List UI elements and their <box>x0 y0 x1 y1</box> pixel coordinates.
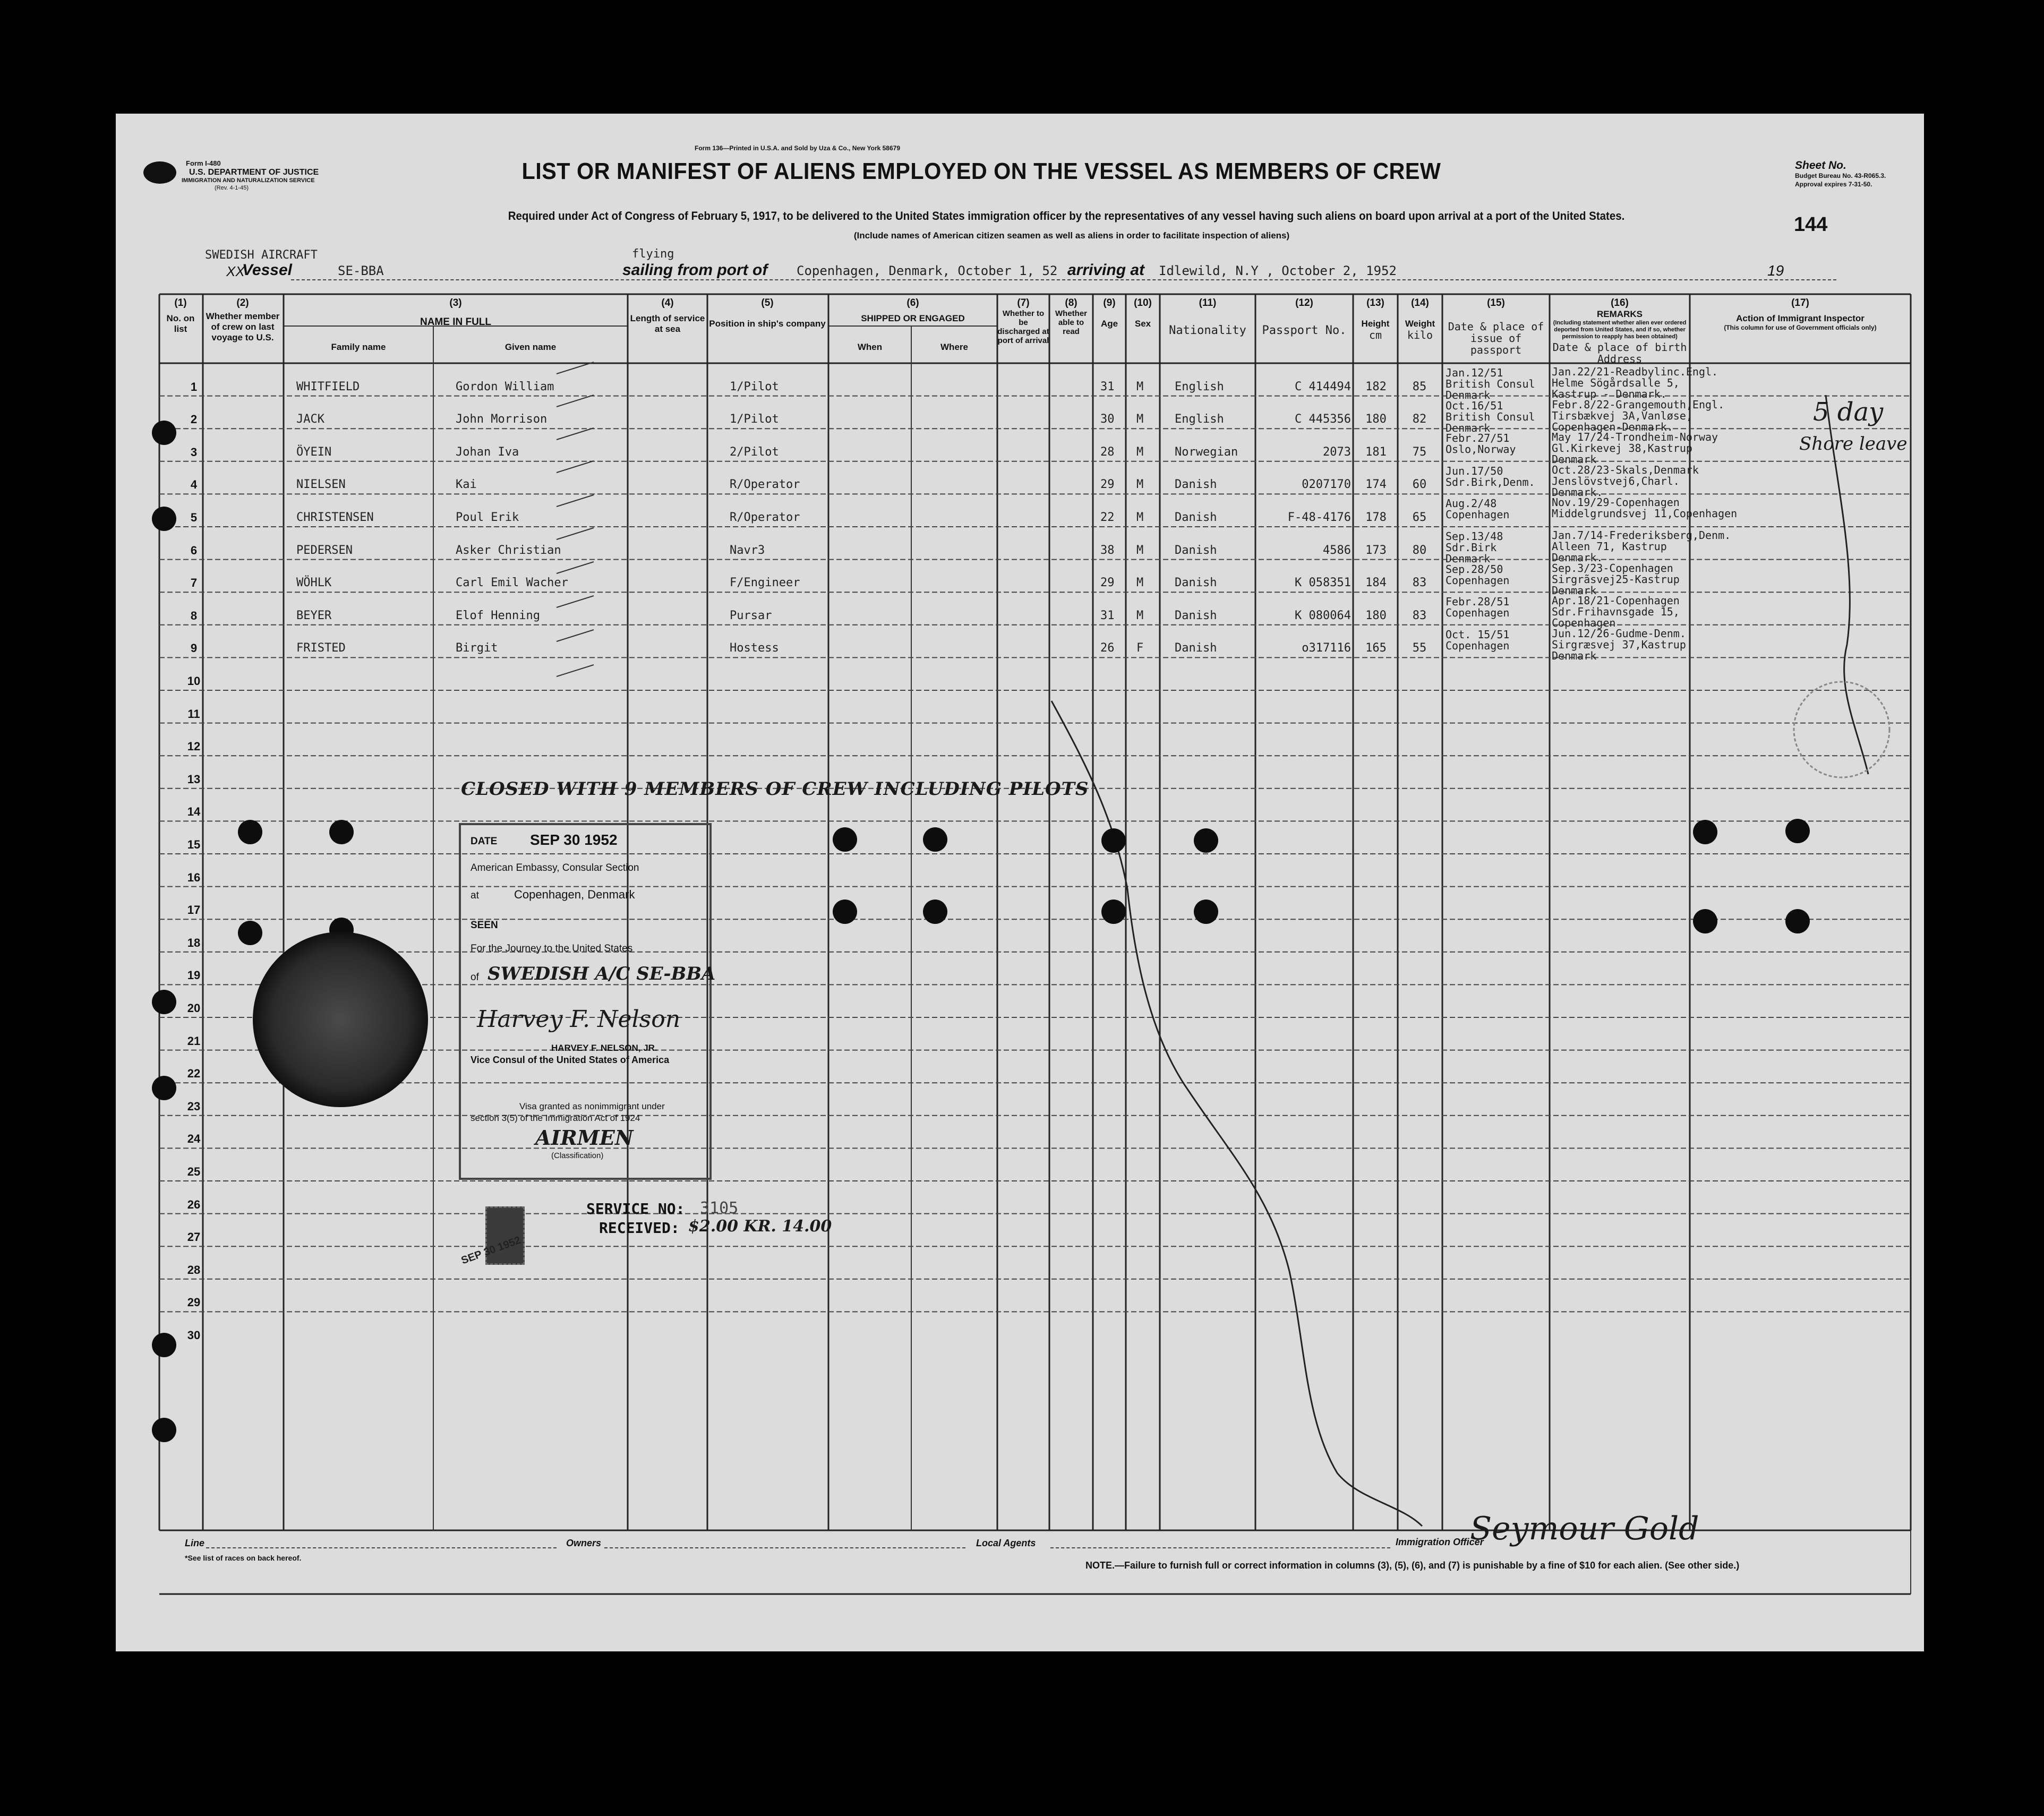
crew-nationality: Danish <box>1175 478 1217 492</box>
crew-issue-1: Sdr.Birk,Denm. <box>1446 475 1535 489</box>
row-number: 22 <box>187 1067 201 1081</box>
crew-height: 182 <box>1365 380 1387 393</box>
crew-height: 181 <box>1365 445 1387 459</box>
crew-family: WÖHLK <box>296 576 332 590</box>
crew-sex: M <box>1136 413 1144 426</box>
footer-line-label: Line <box>185 1538 205 1548</box>
crew-position: Navr3 <box>730 543 765 557</box>
crew-issue-1: British Consul <box>1446 378 1535 390</box>
crew-given: Carl Emil Wacher <box>456 576 568 590</box>
arriving-label: arriving at <box>1067 261 1145 279</box>
row-number: 9 <box>190 641 198 655</box>
crew-remarks-1: Sirgræsvej 37,Kastrup <box>1552 638 1686 651</box>
crew-remarks-0: Sep.3/23-Copenhagen <box>1552 561 1673 575</box>
budget-bureau: Budget Bureau No. 43-R065.3. <box>1795 172 1886 179</box>
row-number: 7 <box>190 576 198 590</box>
col-3-family-name: Family name <box>331 342 386 352</box>
crew-height: 178 <box>1365 511 1387 524</box>
row-number: 18 <box>187 936 201 949</box>
crew-family: NIELSEN <box>296 478 346 492</box>
crew-weight: 83 <box>1412 576 1427 590</box>
vessel-name: SE-BBA <box>338 263 384 278</box>
col-14-header: (14) Weight kilo <box>1405 297 1435 341</box>
crew-passport: C 445356 <box>1295 413 1351 426</box>
row-number: 3 <box>190 445 198 459</box>
crew-remarks-0: Jun.12/26-Gudme-Denm. <box>1552 627 1686 640</box>
footer-line-rule <box>206 1547 557 1548</box>
crew-height: 184 <box>1365 576 1387 590</box>
flying-label: flying <box>632 247 674 261</box>
stamp-date: SEP 30 1952 <box>530 832 618 848</box>
crew-remarks-0: May 17/24-Trondheim-Norway <box>1552 431 1718 444</box>
closed-note: CLOSED WITH 9 MEMBERS OF CREW INCLUDING PILOTS <box>461 778 1089 800</box>
consular-stamp <box>459 823 716 1180</box>
crew-position: 2/Pilot <box>730 445 779 459</box>
crew-remarks-1: Helme Sögårdsalle 5, <box>1552 376 1680 389</box>
form-title: LIST OR MANIFEST OF ALIENS EMPLOYED ON THE VESSEL AS MEMBERS OF CREW <box>521 158 1441 184</box>
crew-height: 180 <box>1365 609 1387 622</box>
crew-issue-1: Copenhagen <box>1446 573 1510 587</box>
punch-hole <box>923 900 947 924</box>
crew-issue-1: Copenhagen <box>1446 508 1510 521</box>
footer-agents-rule <box>1050 1547 1390 1548</box>
sailing-label: sailing from port of <box>622 261 768 279</box>
crew-issue-1: British Consul <box>1446 410 1535 423</box>
department: U.S. DEPARTMENT OF JUSTICE <box>189 168 319 177</box>
crew-position: R/Operator <box>730 478 800 492</box>
crew-passport: K 080064 <box>1295 609 1351 622</box>
vessel-prefix: XX <box>226 263 245 279</box>
stamp-classification-label: (Classification) <box>551 1151 604 1160</box>
col-15-header: (15) Date & place of issue of passport <box>1448 297 1544 356</box>
consular-seal <box>253 932 428 1107</box>
crew-given: Asker Christian <box>456 543 561 557</box>
crew-family: PEDERSEN <box>296 543 353 557</box>
row-number: 21 <box>187 1034 201 1048</box>
vessel-label: Vessel <box>242 261 292 279</box>
stamp-classification: AIRMEN <box>535 1126 634 1150</box>
col-6-where: Where <box>940 342 968 352</box>
col-3-given-name: Given name <box>504 342 557 352</box>
crew-age: 38 <box>1100 543 1115 557</box>
crew-family: WHITFIELD <box>296 380 360 393</box>
sheet-label: Sheet No. <box>1795 159 1846 172</box>
punch-hole <box>833 827 857 852</box>
crew-remarks-1: Middelgrundsvej 11,Copenhagen <box>1552 507 1738 520</box>
punch-hole <box>1101 828 1126 853</box>
crew-remarks-1: Tirsbækvej 3A,Vanløse, <box>1552 409 1692 422</box>
service-label: SERVICE NO: <box>586 1200 685 1218</box>
crew-passport: 4586 <box>1323 543 1351 557</box>
row-number: 20 <box>187 1001 201 1015</box>
stamp-date-label: DATE <box>471 836 498 847</box>
punch-hole <box>238 921 262 945</box>
crew-weight: 85 <box>1412 380 1427 393</box>
crew-weight: 83 <box>1412 609 1427 622</box>
faint-seal <box>1794 682 1889 777</box>
crew-weight: 82 <box>1412 413 1427 426</box>
crew-issue-1: Oslo,Norway <box>1446 443 1516 456</box>
crew-nationality: Danish <box>1175 576 1217 590</box>
stamp-title: Vice Consul of the United States of America <box>471 1055 670 1065</box>
officer-signature: Seymour Gold <box>1470 1510 1699 1547</box>
crew-remarks-2: Denmark. <box>1552 551 1603 564</box>
crew-sex: M <box>1136 445 1144 459</box>
row-number: 27 <box>187 1230 201 1244</box>
crew-issue-1: Copenhagen <box>1446 606 1510 620</box>
races-note: *See list of races on back hereof. <box>185 1554 302 1562</box>
arrival: Idlewild, N.Y , October 2, 1952 <box>1159 263 1397 278</box>
vessel-type: SWEDISH AIRCRAFT <box>205 249 318 262</box>
punch-hole <box>152 990 176 1014</box>
crew-passport: K 058351 <box>1295 576 1351 590</box>
stamp-signature: Harvey F. Nelson <box>477 1006 681 1033</box>
punch-hole <box>152 1076 176 1100</box>
row-number: 25 <box>187 1165 201 1178</box>
row-number: 16 <box>187 870 201 884</box>
punch-hole <box>152 421 176 445</box>
crew-nationality: Norwegian <box>1175 445 1238 459</box>
inspector-note-2: Shore leave <box>1799 433 1908 455</box>
crew-family: CHRISTENSEN <box>296 511 374 524</box>
crew-issue-0: Sep.13/48 <box>1446 530 1503 543</box>
crew-weight: 60 <box>1412 478 1427 492</box>
punch-hole <box>1194 828 1218 853</box>
crew-issue-0: Sep.28/50 <box>1446 562 1503 576</box>
crew-remarks-1: Jenslövstvej6,Charl. <box>1552 474 1680 487</box>
crew-given: Poul Erik <box>456 511 519 524</box>
stamp-journey: For the Journey to the United States <box>471 943 633 954</box>
inspector-note-1: 5 day <box>1813 397 1884 427</box>
penalty-note: NOTE.—Failure to furnish full or correct information in columns (3), (5), (6), and (7) is punishable by a fine of $10 for each alien. (See other side.) <box>1085 1560 1740 1571</box>
crew-sex: M <box>1136 511 1144 524</box>
crew-height: 174 <box>1365 478 1387 492</box>
crew-passport: 2073 <box>1323 445 1351 459</box>
punch-hole <box>152 1418 176 1442</box>
crew-remarks-2: Kastrup - Denmark. <box>1552 388 1667 400</box>
approval: Approval expires 7-31-50. <box>1795 181 1872 188</box>
row-number: 12 <box>187 740 201 753</box>
crew-nationality: Danish <box>1175 511 1217 524</box>
crew-remarks-2: Denmark <box>1552 453 1597 466</box>
crew-sex: M <box>1136 576 1144 590</box>
crew-sex: M <box>1136 609 1144 622</box>
crew-age: 30 <box>1100 413 1115 426</box>
row-number: 1 <box>190 380 198 393</box>
crew-weight: 65 <box>1412 511 1427 524</box>
punch-hole <box>833 900 857 924</box>
row-number: 26 <box>187 1197 201 1211</box>
manifest-sheet <box>116 114 1924 1651</box>
col-1-header: (1) No. on list <box>166 297 195 334</box>
row-number: 2 <box>190 413 198 426</box>
crew-family: BEYER <box>296 609 332 622</box>
crew-sex: M <box>1136 543 1144 557</box>
col-9-header: (9) Age <box>1100 297 1118 329</box>
punch-hole <box>238 820 262 844</box>
crew-age: 22 <box>1100 511 1115 524</box>
crew-weight: 55 <box>1412 641 1427 655</box>
crew-age: 28 <box>1100 445 1115 459</box>
crew-position: R/Operator <box>730 511 800 524</box>
crew-family: JACK <box>296 413 324 426</box>
crew-position: 1/Pilot <box>730 413 779 426</box>
crew-issue-0: Oct. 15/51 <box>1446 628 1510 641</box>
col-13-header: (13) Height cm <box>1361 297 1390 341</box>
stamp-visa-1: Visa granted as nonimmigrant under <box>519 1101 665 1111</box>
crew-sex: M <box>1136 478 1144 492</box>
crew-remarks-1: Sdr.Frihavnsgade 15, <box>1552 605 1680 619</box>
row-number: 10 <box>187 674 201 688</box>
col-6-header: (6) SHIPPED OR ENGAGED <box>861 297 965 323</box>
row-number: 4 <box>190 478 198 492</box>
crew-remarks-0: Oct.28/23-Skals,Denmark <box>1552 463 1699 476</box>
stamp-city: Copenhagen, Denmark <box>514 888 635 901</box>
crew-remarks-2: Copenhagen-Denmark. <box>1552 420 1673 433</box>
departure: Copenhagen, Denmark, October 1, 52 <box>797 263 1058 278</box>
stamp-officer: HARVEY F. NELSON, JR. <box>551 1043 657 1053</box>
crew-given: Elof Henning <box>456 609 540 622</box>
crew-issue-0: Aug.2/48 <box>1446 497 1497 510</box>
form-id: Form I-480 <box>186 159 221 167</box>
col-6-when: When <box>857 342 883 352</box>
col-2-header: (2) Whether member of crew on last voyage to U.S. <box>206 297 280 342</box>
crew-issue-0: Febr.27/51 <box>1446 432 1510 445</box>
crew-passport: C 414494 <box>1295 380 1351 393</box>
crew-weight: 75 <box>1412 445 1427 459</box>
row-number: 11 <box>187 707 200 721</box>
row-number: 5 <box>190 511 198 524</box>
crew-position: 1/Pilot <box>730 380 779 393</box>
crew-age: 29 <box>1100 576 1115 590</box>
footer-officer-label: Immigration Officer <box>1396 1537 1484 1547</box>
service: IMMIGRATION AND NATURALIZATION SERVICE <box>182 177 315 184</box>
row-number: 15 <box>187 838 201 851</box>
crew-family: ÖYEIN <box>296 445 332 459</box>
received-label: RECEIVED: <box>599 1219 680 1237</box>
crew-position: F/Engineer <box>730 576 800 590</box>
crew-nationality: Danish <box>1175 641 1217 655</box>
crew-remarks-2: Denmark <box>1552 649 1597 662</box>
footer-owners-rule <box>604 1547 965 1548</box>
pen-stroke <box>1051 701 1422 1526</box>
col-7-header: (7) Whether to be discharged at port of arrival <box>997 297 1049 345</box>
row-number: 8 <box>190 609 198 622</box>
crew-age: 29 <box>1100 478 1115 492</box>
crew-age: 26 <box>1100 641 1115 655</box>
col-11-header: (11) Nationality <box>1169 297 1246 337</box>
row-number: 30 <box>187 1329 201 1342</box>
col-3-header: (3) NAME IN FULL <box>420 297 492 328</box>
form-subtitle: Required under Act of Congress of February 5, 1917, to be delivered to the United States immigration officer by the representatives of any vessel having such aliens on board upon arrival at a port of the United States. <box>508 209 1625 222</box>
crew-height: 165 <box>1365 641 1387 655</box>
crew-given: Birgit <box>456 641 498 655</box>
row-number: 6 <box>190 543 198 557</box>
crew-remarks-0: Febr.8/22-Grangemouth,Engl. <box>1552 398 1725 411</box>
row-number: 29 <box>187 1296 201 1309</box>
crew-remarks-0: Jan.7/14-Frederiksberg,Denm. <box>1552 529 1731 542</box>
crew-remarks-0: Apr.18/21-Copenhagen <box>1552 594 1680 607</box>
crew-remarks-1: Gl.Kirkevej 38,Kastrup <box>1552 442 1692 455</box>
crew-family: FRISTED <box>296 641 346 655</box>
crew-remarks-0: Nov.19/29-Copenhagen <box>1552 496 1680 509</box>
crew-passport: o317116 <box>1302 641 1351 655</box>
crew-remarks-0: Jan.22/21-Readbylinc.Engl. <box>1552 365 1718 378</box>
crew-height: 180 <box>1365 413 1387 426</box>
year-suffix: 19 <box>1767 262 1784 279</box>
crew-given: Johan Iva <box>456 445 519 459</box>
stamp-seen: SEEN <box>471 920 498 931</box>
footer-owners-label: Owners <box>566 1538 602 1548</box>
crew-issue-2: Denmark <box>1446 552 1491 565</box>
punch-hole <box>1693 909 1717 933</box>
crew-remarks-1: Alleen 71, Kastrup <box>1552 540 1667 553</box>
crew-given: Kai <box>456 478 477 492</box>
stamp-vessel: SWEDISH A/C SE-BBA <box>488 963 716 984</box>
crew-issue-0: Febr.28/51 <box>1446 595 1510 609</box>
punch-hole <box>329 820 354 844</box>
crew-passport: F-48-4176 <box>1287 511 1351 524</box>
received-amount: $2.00 KR. 14.00 <box>688 1217 832 1236</box>
crew-nationality: Danish <box>1175 609 1217 622</box>
crew-nationality: English <box>1175 413 1224 426</box>
crew-position: Pursar <box>730 609 772 622</box>
crew-passport: 0207170 <box>1302 478 1351 492</box>
punch-hole <box>1785 909 1810 933</box>
col-16-header: (16) REMARKS (Including statement whether alien ever ordered deported from United States, and if so, whether permission to reapply has been obtained) Date & place of birth Address <box>1552 297 1687 365</box>
row-number: 14 <box>187 805 201 819</box>
col-10-header: (10) Sex <box>1134 297 1152 329</box>
col-8-header: (8) Whether able to read <box>1055 297 1087 336</box>
stamp-of: of <box>471 972 479 983</box>
crew-height: 173 <box>1365 543 1387 557</box>
punch-hole <box>152 1333 176 1357</box>
stamp-embassy: American Embassy, Consular Section <box>471 862 639 873</box>
printer-note: Form 136—Printed in U.S.A. and Sold by Uza & Co., New York 58679 <box>695 144 900 152</box>
crew-given: John Morrison <box>456 413 548 426</box>
crew-given: Gordon William <box>456 380 554 393</box>
footer-agents-label: Local Agents <box>976 1538 1036 1548</box>
row-number: 24 <box>187 1132 201 1146</box>
row-number: 28 <box>187 1263 201 1277</box>
punch-hole <box>152 507 176 531</box>
crew-position: Hostess <box>730 641 779 655</box>
crew-issue-0: Jan.12/51 <box>1446 366 1503 379</box>
row-number: 13 <box>187 772 201 786</box>
crew-age: 31 <box>1100 609 1115 622</box>
crew-sex: F <box>1136 641 1144 655</box>
col-12-header: (12) Passport No. <box>1262 297 1347 337</box>
crew-remarks-1: Sirgrãsvej25-Kastrup <box>1552 572 1680 586</box>
punch-hole <box>1101 900 1126 924</box>
crew-issue-1: Copenhagen <box>1446 639 1510 652</box>
stamp-visa-2: section 3(5) of the Immigration Act of 1924 <box>471 1113 640 1123</box>
crew-weight: 80 <box>1412 543 1427 557</box>
row-number: 23 <box>187 1099 201 1113</box>
col-5-header: (5) Position in ship's company <box>709 297 826 329</box>
service-number: 3105 <box>700 1199 739 1218</box>
crew-issue-0: Jun.17/50 <box>1446 464 1503 477</box>
crew-issue-1: Sdr.Birk <box>1446 541 1497 554</box>
punch-hole <box>923 827 947 852</box>
revision: (Rev. 4-1-45) <box>215 185 249 191</box>
crew-issue-0: Oct.16/51 <box>1446 399 1503 412</box>
crew-sex: M <box>1136 380 1144 393</box>
col-4-header: (4) Length of service at sea <box>630 297 705 334</box>
col-17-header: (17) Action of Immigrant Inspector (This column for use of Government officials only) <box>1724 297 1877 331</box>
crew-remarks-2: Denmark <box>1552 584 1597 597</box>
crew-age: 31 <box>1100 380 1115 393</box>
punch-hole <box>1693 820 1717 844</box>
crew-remarks-2: Copenhagen <box>1552 616 1616 630</box>
crew-nationality: English <box>1175 380 1224 393</box>
row-number: 19 <box>187 969 201 982</box>
revenue-cancel-stamp: SEP 30 1952 <box>459 1234 523 1267</box>
stamp-at: at <box>471 890 479 901</box>
crew-remarks-2: Denmark. <box>1552 485 1603 499</box>
sheet-number: 144 <box>1794 213 1828 236</box>
row-number: 17 <box>187 903 201 917</box>
crew-issue-2: Denmark <box>1446 421 1491 434</box>
form-subtitle-2: (Include names of American citizen seamen as well as aliens in order to facilitate inspection of aliens) <box>853 230 1290 241</box>
punch-hole <box>1194 900 1218 924</box>
punch-hole <box>1785 819 1810 843</box>
crew-nationality: Danish <box>1175 543 1217 557</box>
crew-issue-2: Denmark <box>1446 389 1491 401</box>
